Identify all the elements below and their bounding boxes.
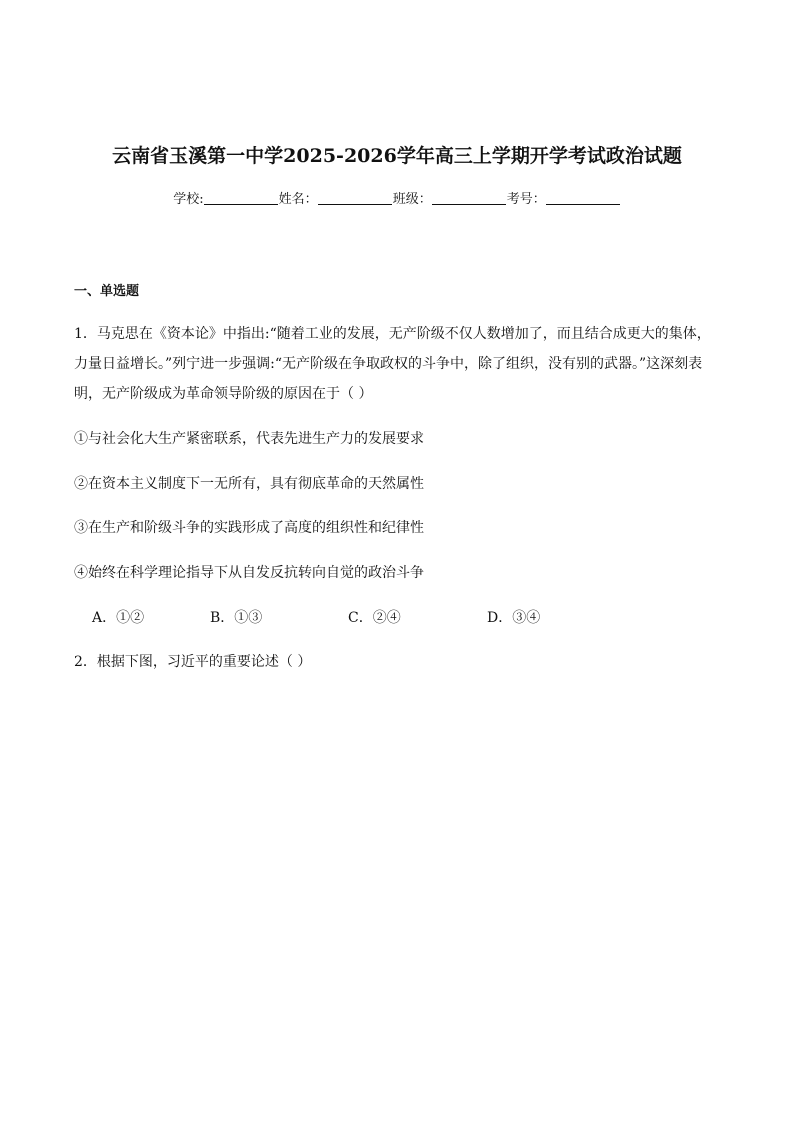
question-1-statement-1: ①与社会化大生产紧密联系，代表先进生产力的发展要求 [74,431,424,447]
section-heading: 一、单选题 [74,284,140,299]
school-blank [204,190,278,205]
school-label: 学校: [173,192,204,207]
name-blank [318,190,392,205]
question-1-statement-4: ④始终在科学理论指导下从自发反抗转向自觉的政治斗争 [74,565,424,581]
question-1-stem: 1．马克思在《资本论》中指出:“随着工业的发展，无产阶级不仅人数增加了，而且结合成更大的集体，力量日益增长。”列宁进一步强调:“无产阶级在争取政权的斗争中，除了组织，没有别的武器。”这深刻表明，无产阶级成为革命领导阶级的原因在于（ ） [74,326,711,402]
question-1-statement-3: ③在生产和阶级斗争的实践形成了高度的组织性和纪律性 [74,520,424,536]
page-title: 云南省玉溪第一中学2025-2026学年高三上学期开学考试政治试题 [112,145,682,167]
name-label: 姓名： [278,192,318,207]
class-label: 班级： [392,192,432,207]
choice-d: D．③④ [487,610,541,626]
exam-number-label: 考号： [506,192,546,207]
exam-number-blank [546,190,620,205]
student-info-line [0,190,794,210]
choice-b: B．①③ [210,610,263,626]
question-1-choices [92,607,632,629]
choice-a: A．①② [92,610,145,626]
question-1-statement-2: ②在资本主义制度下一无所有，具有彻底革命的天然属性 [74,476,424,492]
question-2-stem: 2．根据下图，习近平的重要论述（ ） [74,654,312,670]
choice-c: C．②④ [348,610,401,626]
class-blank [432,190,506,205]
